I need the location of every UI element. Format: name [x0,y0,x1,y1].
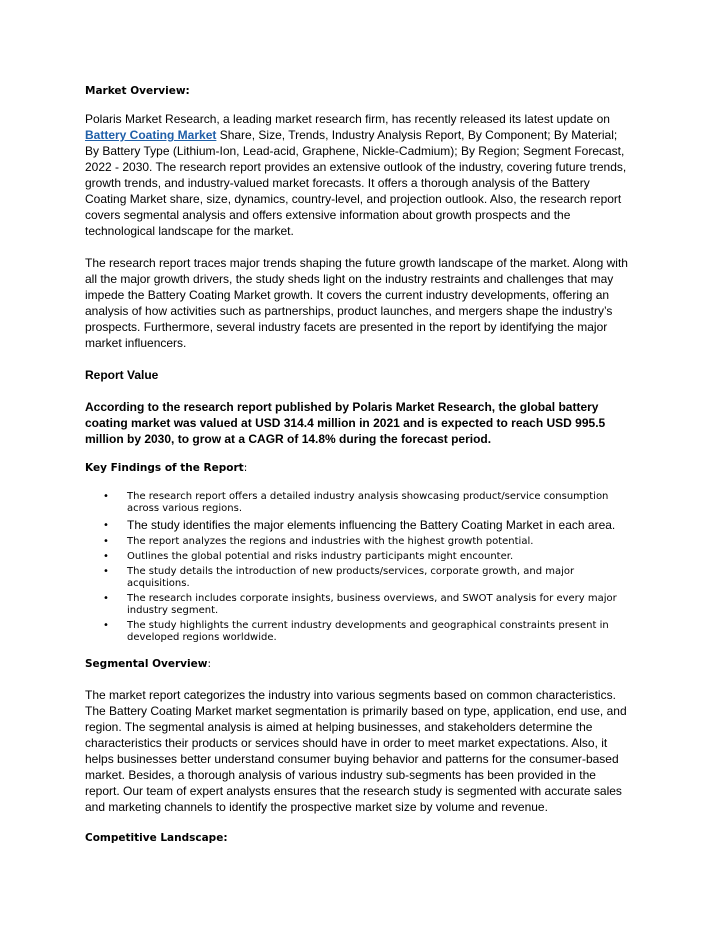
segmental-overview-heading-text: Segmental Overview [85,658,208,670]
list-item [85,551,633,563]
market-overview-intro [85,111,633,239]
market-overview-paragraph-2: The research report traces major trends shaping the future growth landscape of the market. Along with all the major growth drivers, the study sheds light on the industry restraints and challenges that may impede the Battery Coating Market growth. It covers the current industry developments, offering an analysis of how activities such as partnerships, product launches, and mergers shape the industry’s prospects. Furthermore, several industry facets are presented in the report by identifying the major market influencers. [85,256,628,350]
report-value-statement: According to the research report published by Polaris Market Research, the global battery coating market was valued at USD 314.4 million in 2021 and is expected to reach USD 995.5 million by 2030, to grow at a CAGR of 14.8% during the forecast period. [85,400,606,446]
bullet-icon: • [103,491,109,502]
segmental-overview-paragraph: The market report categorizes the industry into various segments based on common characteristics. The Battery Coating Market market segmentation is primarily based on type, application, end use, and region. The segmental analysis is aimed at helping businesses, and stakeholders determine the characteristics their products or services should have in order to meet market expectations. Also, it helps businesses better understand consumer buying behavior and patterns for the consumer-based market. Besides, a thorough analysis of various industry sub-segments has been provided in the report. Our team of expert analysts ensures that the research study is segmented with accurate sales and marketing channels to identify the prospective market size by volume and revenue. [85,688,627,814]
segmental-overview-heading-colon: : [207,658,211,670]
bullet-icon: • [103,520,109,531]
list-item-text: The study identifies the major elements influencing the Battery Coating Market in each area. [127,518,616,532]
list-item-text: The study highlights the current industry developments and geographical constraints present in developed regions worldwide. [127,620,609,643]
bullet-icon: • [103,551,109,562]
competitive-landscape-heading: Competitive Landscape: [85,832,228,844]
bullet-icon: • [103,620,109,631]
list-item-text: The study details the introduction of new products/services, corporate growth, and major acquisitions. [127,566,575,589]
list-item-text: The report analyzes the regions and industries with the highest growth potential. [127,536,534,547]
list-item-text: Outlines the global potential and risks industry participants might encounter. [127,551,514,562]
list-item-text: The research includes corporate insights, business overviews, and SWOT analysis for every major industry segment. [127,593,617,616]
market-overview-heading: Market Overview: [85,85,190,97]
battery-coating-market-link[interactable]: Battery Coating Market [85,128,217,142]
list-item [85,593,633,617]
list-item-text: The research report offers a detailed industry analysis showcasing product/service consumption across various regions. [127,491,609,514]
intro-text-after-link: Share, Size, Trends, Industry Analysis Report, By Component; By Material; By Battery Type (Lithium-Ion, Lead-acid, Graphene, Nickle-Cadmium); By Region; Segment Forecast, 2022 - 2030. The research report provides an extensive outlook of the industry, covering future trends, growth trends, and industry-valued market forecasts. It offers a thorough analysis of the Battery Coating Market share, size, dynamics, country-level, and projection outlook. Also, the research report covers segmental analysis and offers extensive information about growth prospects and the technological landscape for the market. [85,128,627,238]
list-item [85,620,633,644]
list-item [85,518,633,533]
key-findings-heading-colon: : [243,462,248,474]
list-item [85,566,633,590]
bullet-icon: • [103,536,109,547]
document-page [85,84,633,845]
key-findings-list [85,491,633,644]
key-findings-heading-text: Key Findings of the Report [85,462,244,474]
segmental-overview-heading [85,657,633,671]
intro-text-before-link: Polaris Market Research, a leading market research firm, has recently released its latest update on [85,112,610,126]
bullet-icon: • [103,593,109,604]
report-value-heading: Report Value [85,368,159,382]
list-item [85,536,633,548]
bullet-icon: • [103,566,109,577]
list-item [85,491,633,515]
key-findings-heading [85,461,633,475]
